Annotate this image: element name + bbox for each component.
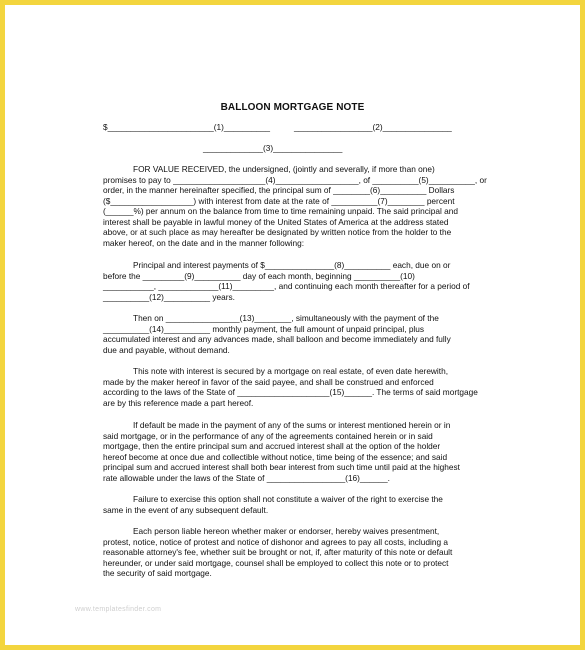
para6-line: Failure to exercise this option shall not constitute a waiver of the right to exercise the xyxy=(133,494,443,504)
para7-line: Each person liable hereon whether maker or endorser, hereby waives presentment, xyxy=(133,526,440,536)
para4-line: according to the laws of the State of ____________________(15)______. The terms of said mortgage xyxy=(103,387,478,397)
para4-line: This note with interest is secured by a mortgage on real estate, of even date herewith, xyxy=(133,366,448,376)
para1-line: interest shall be payable in lawful money of the United States of America at the address stated xyxy=(103,216,449,227)
para1-line: promises to pay to ____________________(4)__________________, of __________(5)__________, or xyxy=(103,174,487,185)
para5-line: mortgage, then the entire principal sum and accrued interest shall at the option of the holder xyxy=(103,441,441,451)
para1-line: ($__________________) with interest from date at the rate of __________(7)________ percent xyxy=(103,195,455,206)
para1-line: FOR VALUE RECEIVED, the undersigned, (jointly and severally, if more than one) xyxy=(133,164,435,174)
para7-line: the security of said mortgage. xyxy=(103,568,212,578)
para7-line: protest, notice, notice of protest and notice of dishonor and agrees to pay all costs, including a xyxy=(103,536,448,547)
para2-line: Principal and interest payments of $_______________(8)__________ each, due on or xyxy=(133,260,451,270)
watermark: www.templatesfinder.com xyxy=(75,606,162,613)
para4-line: are by this reference made a part hereof. xyxy=(103,397,254,408)
para6-line: same in the event of any subsequent default. xyxy=(103,504,269,515)
header-line-3: _____________(3)_______________ xyxy=(203,143,343,153)
para5-line: rate allowable under the laws of the State of _________________(16)______. xyxy=(103,472,390,483)
para3-line: due and payable, without demand. xyxy=(103,344,230,355)
para4-line: made by the maker hereof in favor of the said payee, and shall be construed and enforced xyxy=(103,376,434,387)
para3-line: Then on ________________(13)________, simultaneously with the payment of the xyxy=(133,313,439,323)
para1-line: maker hereof, on the date and in the manner following: xyxy=(103,237,305,248)
para2-line: ___________, _____________(11)_________, and continuing each month thereafter for a period of xyxy=(103,281,470,291)
para2-line: before the _________(9)__________ day of each month, beginning __________(10) xyxy=(103,270,415,281)
para2-line: __________(12)__________ years. xyxy=(103,291,235,302)
para1-line: order, in the manner hereinafter specified, the principal sum of ________(6)__________ Dollars xyxy=(103,185,455,195)
para1-line: (______%) per annum on the balance from time to time remaining unpaid. The said principal and xyxy=(103,206,458,216)
para5-line: principal sum and accrued interest shall both bear interest from such time until paid at the highest xyxy=(103,462,460,472)
document-page xyxy=(5,5,580,645)
para7-line: hereunder, or under said mortgage, counsel shall be employed to collect this note or to protect xyxy=(103,557,449,568)
para1-line: above, or at such place as may hereafter be designated by written notice from the holder to the xyxy=(103,227,452,237)
para5-line: hereof become at once due and collectible without notice, time being of the essence; and said xyxy=(103,451,448,462)
para7-line: reasonable attorney's fee, whether suit be brought or not, if, after maturity of this note or default xyxy=(103,547,453,557)
para3-line: __________(14)__________ monthly payment, the full amount of unpaid principal, plus xyxy=(103,323,425,334)
header-line-2: _________________(2)_______________ xyxy=(294,122,452,132)
document-title: BALLOON MORTGAGE NOTE xyxy=(220,102,365,113)
para5-line: If default be made in the payment of any of the sums or interest mentioned herein or in xyxy=(133,420,451,430)
header-line-1: $_______________________(1)__________ xyxy=(103,122,271,132)
para3-line: accumulated interest and any advances made, shall balloon and become immediately and fully xyxy=(103,334,451,344)
para5-line: said mortgage, or in the performance of any of the agreements contained herein or in said xyxy=(103,430,433,441)
